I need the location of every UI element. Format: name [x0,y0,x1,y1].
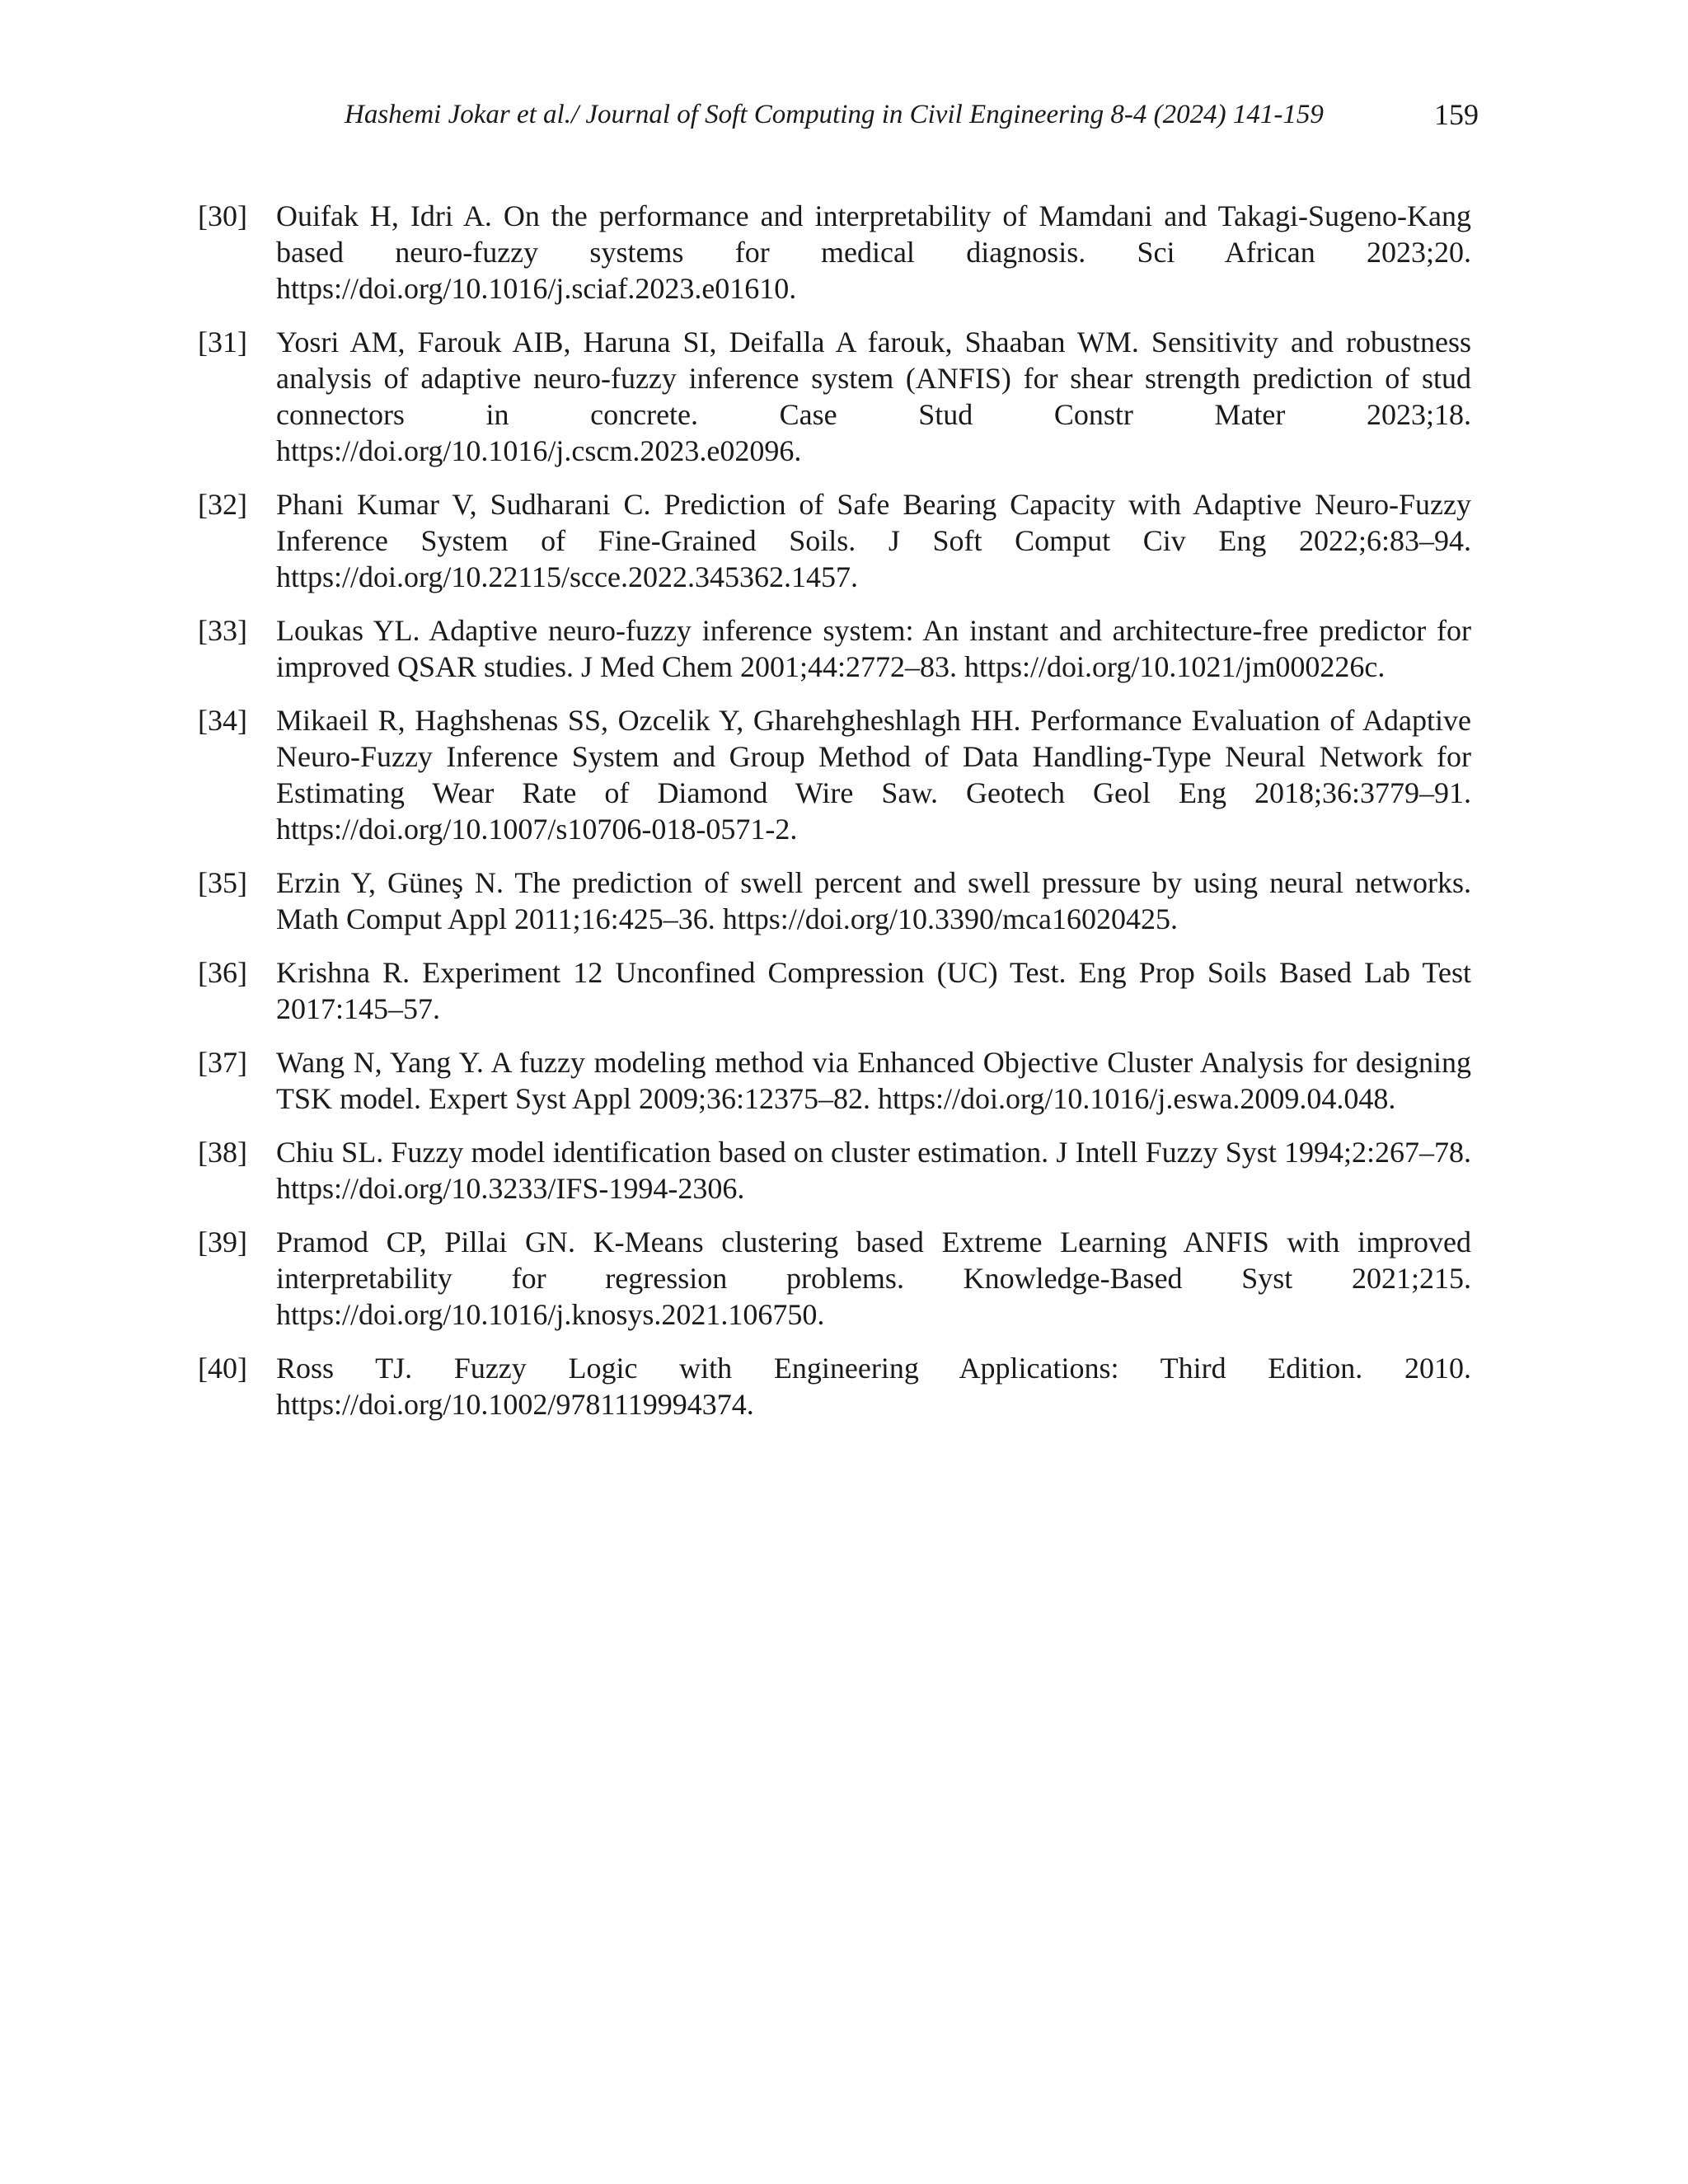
reference-item [198,1350,1471,1422]
reference-item [198,198,1471,307]
reference-text: Erzin Y, Güneş N. The prediction of swell percent and swell pressure by using neural networks. Math Comput Appl 2011;16:425–36. https://doi.org/10.3390/mca16020425. [276,866,1471,935]
reference-item [198,1134,1471,1207]
reference-item [198,1044,1471,1117]
reference-list [198,198,1471,1440]
page-number: 159 [1434,98,1479,131]
reference-text: Yosri AM, Farouk AIB, Haruna SI, Deifalla A farouk, Shaaban WM. Sensitivity and robustness analysis of adaptive neuro-fuzzy inference system (ANFIS) for shear strength prediction of stud connectors in concrete. Case Stud Constr Mater 2023;18. https://doi.org/10.1016/j.cscm.2023.e02096. [276,326,1471,467]
reference-item [198,954,1471,1027]
reference-text: Ouifak H, Idri A. On the performance and interpretability of Mamdani and Takagi-Sugeno-Kang based neuro-fuzzy systems for medical diagnosis. Sci African 2023;20. https://doi.org/10.1016/j.sciaf.2023.e01610. [276,199,1471,305]
reference-text: Mikaeil R, Haghshenas SS, Ozcelik Y, Gharehgheshlagh HH. Performance Evaluation of Adaptive Neuro-Fuzzy Inference System and Group Method of Data Handling-Type Neural Network for Estimating Wear Rate of Diamond Wire Saw. Geotech Geol Eng 2018;36:3779–91. https://doi.org/10.1007/s10706-018-0571-2. [276,704,1471,846]
reference-text: Chiu SL. Fuzzy model identification based on cluster estimation. J Intell Fuzzy Syst 1994;2:267–78. https://doi.org/10.3233/IFS-1994-2306. [276,1136,1471,1205]
reference-number: [31] [198,326,247,359]
reference-number: [33] [198,614,247,647]
reference-item [198,612,1471,685]
reference-item [198,865,1471,937]
reference-item [198,1224,1471,1333]
reference-number: [40] [198,1352,247,1385]
reference-number: [36] [198,956,247,989]
running-head: Hashemi Jokar et al./ Journal of Soft Computing in Civil Engineering 8-4 (2024) 141-159 [345,100,1324,129]
reference-item [198,702,1471,847]
reference-text: Loukas YL. Adaptive neuro-fuzzy inference system: An instant and architecture-free predictor for improved QSAR studies. J Med Chem 2001;44:2772–83. https://doi.org/10.1021/jm000226c. [276,614,1471,683]
reference-number: [38] [198,1136,247,1169]
reference-text: Pramod CP, Pillai GN. K-Means clustering based Extreme Learning ANFIS with improved interpretability for regression problems. Knowledge-Based Syst 2021;215. https://doi.org/10.1016/j.knosys.2021.106750. [276,1226,1471,1331]
reference-number: [37] [198,1046,247,1079]
reference-number: [34] [198,704,247,737]
reference-item [198,324,1471,469]
reference-number: [30] [198,199,247,232]
reference-text: Krishna R. Experiment 12 Unconfined Compression (UC) Test. Eng Prop Soils Based Lab Test 2017:145–57. [276,956,1471,1025]
reference-item [198,486,1471,595]
reference-text: Wang N, Yang Y. A fuzzy modeling method via Enhanced Objective Cluster Analysis for designing TSK model. Expert Syst Appl 2009;36:12375–82. https://doi.org/10.1016/j.eswa.2009.04.048. [276,1046,1471,1115]
reference-number: [35] [198,866,247,899]
reference-text: Phani Kumar V, Sudharani C. Prediction of Safe Bearing Capacity with Adaptive Neuro-Fuzzy Inference System of Fine-Grained Soils. J Soft Comput Civ Eng 2022;6:83–94. https://doi.org/10.22115/scce.2022.345362.1457. [276,488,1471,593]
reference-number: [32] [198,488,247,521]
reference-text: Ross TJ. Fuzzy Logic with Engineering Applications: Third Edition. 2010. https://doi.org/10.1002/9781119994374. [276,1352,1471,1421]
reference-number: [39] [198,1226,247,1258]
